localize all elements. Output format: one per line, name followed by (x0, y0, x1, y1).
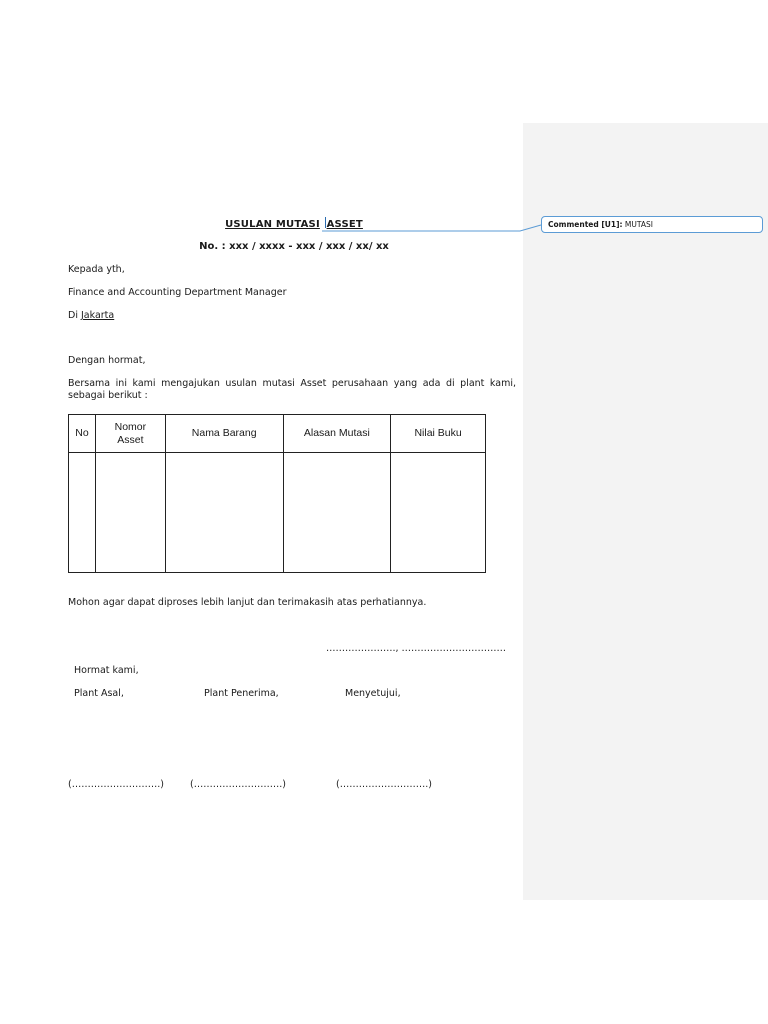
asset-table (68, 414, 486, 573)
document-title (0, 217, 588, 230)
recipient-greeting: Kepada yth, (68, 264, 125, 275)
location-prefix: Di (68, 310, 78, 321)
table-cell (283, 453, 391, 573)
signatory-receiving-plant: Plant Penerima, (204, 688, 279, 699)
recipient-position: Finance and Accounting Department Manager (68, 287, 287, 298)
signoff: Hormat kami, (74, 665, 139, 676)
header-no: No (69, 415, 96, 453)
recipient-location (68, 310, 114, 321)
table-cell (69, 453, 96, 573)
header-book-value: Nilai Buku (391, 415, 486, 453)
title-part-2: ASSET (326, 219, 363, 230)
header-transfer-reason: Alasan Mutasi (283, 415, 391, 453)
table-cell (165, 453, 283, 573)
comment-text: MUTASI (624, 220, 653, 229)
comment-pane (523, 123, 768, 900)
table-row (69, 453, 486, 573)
comment-author: Commented [U1]: (548, 220, 623, 229)
text-cursor (325, 217, 326, 228)
location-name: Jakarta (81, 310, 115, 321)
header-item-name: Nama Barang (165, 415, 283, 453)
closing-paragraph: Mohon agar dapat diproses lebih lanjut dan terimakasih atas perhatiannya. (68, 597, 427, 608)
header-asset-number-label: Nomor Asset (114, 420, 147, 446)
salutation: Dengan hormat, (68, 355, 146, 366)
signature-line-origin: (……………………….) (68, 779, 164, 790)
header-asset-number (95, 415, 165, 453)
signatory-origin-plant: Plant Asal, (74, 688, 124, 699)
table-cell (391, 453, 486, 573)
signature-line-approver: (……………………….) (336, 779, 432, 790)
table-header-row (69, 415, 486, 453)
signature-line-receiving: (……………………….) (190, 779, 286, 790)
place-date-line: …………………., …………………………… (326, 643, 507, 654)
title-part-1: USULAN MUTASI (225, 219, 320, 230)
document-number: No. : xxx / xxxx - xxx / xxx / xx/ xx (199, 241, 389, 252)
signatory-approver: Menyetujui, (345, 688, 401, 699)
intro-paragraph: Bersama ini kami mengajukan usulan mutasi Asset perusahaan yang ada di plant kami, sebagai berikut : (68, 378, 516, 401)
table-cell (95, 453, 165, 573)
